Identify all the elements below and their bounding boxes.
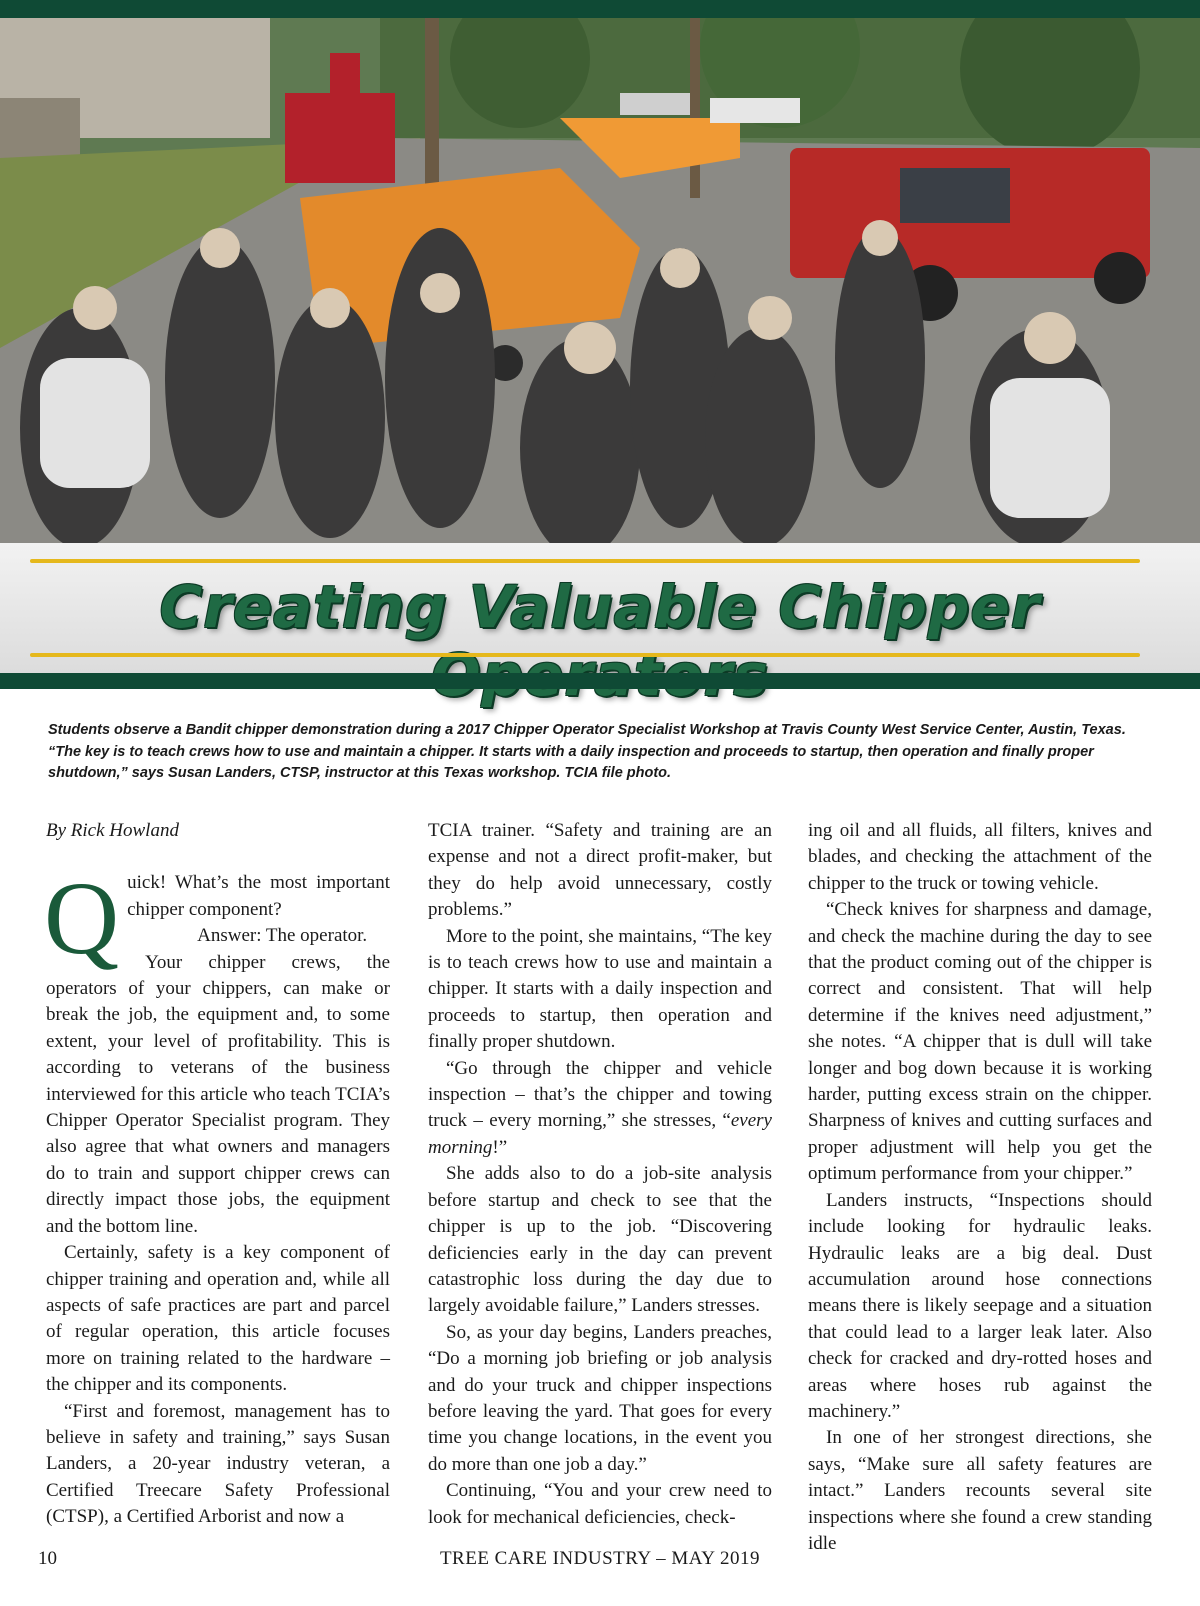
article-paragraph: So, as your day begins, Landers preaches, “Do a morning job briefing or job analysis and do your truck and chipper inspections before leaving the yard. That goes for every time you change locations, in the event you do more than one job a day.” [428,1321,772,1475]
article-paragraph: Certainly, safety is a key component of chipper training and operation and, while all aspects of safe practices are part and parcel of regular operation, this article focuses more on training related to the hardware – the chipper and its components. [46,1242,390,1396]
article-paragraph: Continuing, “You and your crew need to look for mechanical deficiencies, check- [428,1480,772,1528]
photo-image-icon [0,18,1200,543]
article-paragraph: TCIA trainer. “Safety and training are an expense and not a direct profit-maker, but they do help avoid unnecessary, costly problems.” [428,820,772,921]
article-column-2 [428,818,772,1531]
photo-caption: Students observe a Bandit chipper demonstration during a 2017 Chipper Operator Specialist Workshop at Travis County West Service Center, Austin, Texas. “The key is to teach crews how to use and maintain a chipper. It starts with a daily inspection and proceeds to startup, then operation and finally proper shutdown,” says Susan Landers, CTSP, instructor at this Texas workshop. TCIA file photo. [48,722,1126,781]
workshop-photo [0,18,1200,543]
article-paragraph: Quick! What’s the most important chipper component? [44,861,390,977]
drop-cap: Q [44,861,120,977]
article-column-3 [808,818,1152,1557]
title-bottom-bar [0,673,1200,689]
page-number: 10 [38,1548,57,1569]
article-paragraph: More to the point, she maintains, “The key is to teach crews how to use and maintain a chipper. It starts with a daily inspection and proceeds to startup, then operation and finally proper shutdown. [428,925,772,1053]
article-column-1 [46,818,390,1531]
top-color-bar [0,0,1200,18]
article-paragraph: “Check knives for sharpness and damage, and check the machine during the day to see that the product coming out of the chipper is correct and consistent. That will help determine if the knives need adjustment,” she notes. “A chipper that is dull will take longer and bog down because it is working harder, putting excess strain on the chipper. Sharpness of knives and cutting surfaces and proper adjustment will help you get the optimum performance from your chipper.” [808,899,1152,1185]
page-footer [0,1548,1200,1578]
emphasis-text: every morning [428,1110,772,1158]
article-paragraph: Landers instructs, “Inspections should include looking for hydraulic leaks. Hydraulic leaks are a big deal. Dust accumulation around hose connections means there is likely seepage and a situation that could lead to a larger leak later. Also check for cracked and dry-rotted hoses and areas where hoses rub against the machinery.” [808,1189,1152,1422]
article-paragraph: “Go through the chipper and vehicle inspection – that’s the chipper and towing truck – every morning,” she stresses, “every morning!” [428,1057,772,1158]
article-paragraph: Answer: The operator. [197,925,368,947]
article-paragraph: She adds also to do a job-site analysis before startup and check to see that the chipper is up to the job. “Discovering deficiencies early in the day can prevent catastrophic loss during the day due to largely avoidable failure,” Landers stresses. [428,1163,772,1317]
article-paragraph: “First and foremost, management has to believe in safety and training,” says Susan Landers, a 20-year industry veteran, a Certified Treecare Safety Professional (CTSP), a Certified Arborist and now a [46,1400,390,1528]
title-stripe-top [30,559,1140,563]
byline: By Rick Howland [46,820,179,841]
article-title: Creating Valuable Chipper [159,573,1041,641]
article-paragraph: In one of her strongest directions, she says, “Make sure all safety features are intact.” Landers recounts several site inspections where she found a crew standing idle [808,1427,1152,1554]
article-paragraph: Your chipper crews, the operators of your chippers, can make or break the job, the equipment and, to some extent, your level of profitability. This is according to veterans of the business interviewed for this article who teach TCIA’s Chipper Operator Specialist program. They also agree that what owners and managers do to train and support chipper crews can directly impact those jobs, the equipment and the bottom line. [46,951,390,1237]
article-paragraph: ing oil and all fluids, all filters, knives and blades, and checking the attachment of the chipper to the truck or towing vehicle. [808,820,1152,894]
title-banner [0,543,1200,673]
publication-line: TREE CARE INDUSTRY – MAY 2019 [439,1548,761,1569]
title-stripe-bottom [30,653,1140,657]
